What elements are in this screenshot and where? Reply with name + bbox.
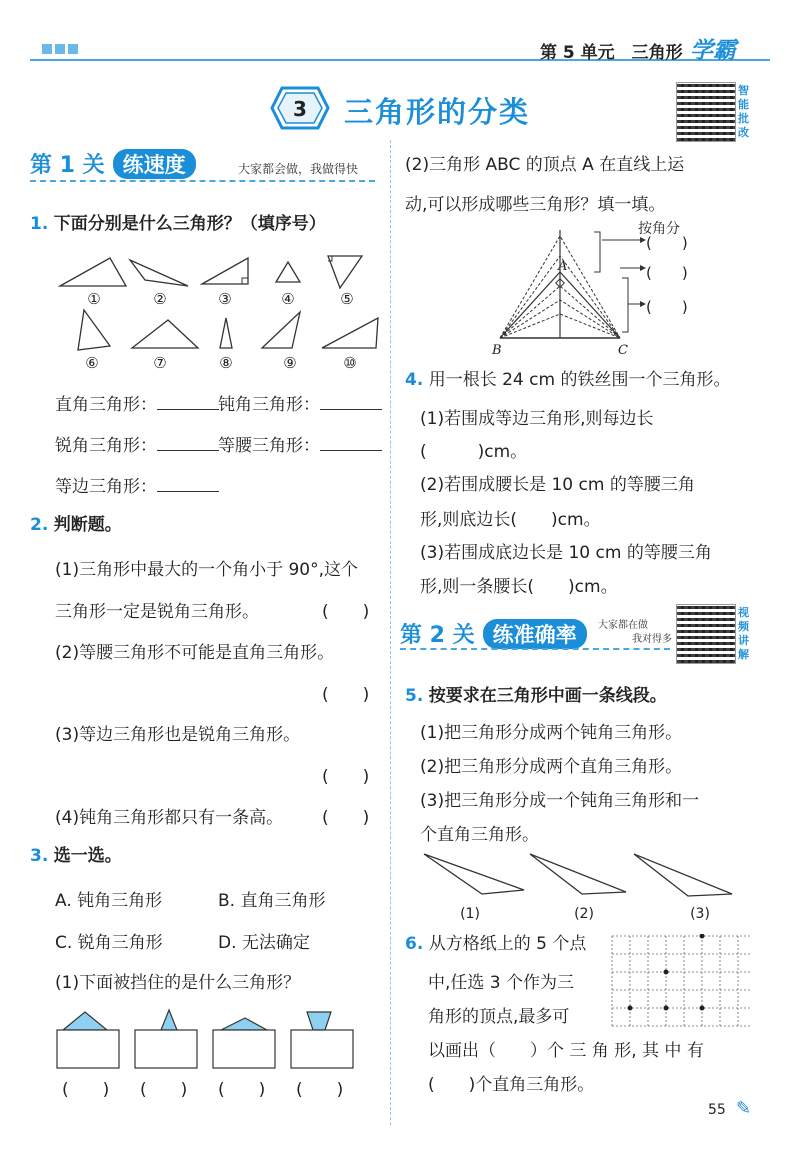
blank[interactable]	[157, 394, 219, 410]
q3-sub-1: (1)下面被挡住的是什么三角形？	[55, 973, 301, 993]
classify-paren-1[interactable]: ( )	[646, 234, 688, 252]
section-2-subtitle-2: 我对得多	[632, 634, 672, 645]
classify-by-angle-label: 按角分	[638, 221, 680, 237]
section-1-subtitle: 大家都会做，我做得快	[238, 162, 359, 176]
option-a: A. 钝角三角形	[55, 891, 163, 911]
section-2-header: 第 2 关 练准确率	[400, 618, 587, 649]
question-4: 4. 用一根长 24 cm 的铁丝围一个三角形。	[405, 370, 731, 390]
triangle-label-10: ⑩	[343, 354, 357, 372]
section-1-pill: 练速度	[113, 149, 196, 179]
q3-sub-2-line-2: 动,可以形成哪些三角形？填一填。	[405, 195, 666, 215]
classify-paren-2[interactable]: ( )	[646, 264, 688, 282]
qr-grading-label: 智 能 批 改	[738, 84, 749, 139]
classify-paren-3[interactable]: ( )	[646, 298, 688, 316]
q4-sub-2-line-1: (2)若围成腰长是 10 cm 的等腰三角	[420, 475, 695, 495]
q2-item-3-paren[interactable]: ( )	[322, 767, 370, 787]
triangle-9	[262, 312, 300, 348]
triangle-5	[328, 256, 362, 288]
triangle-label-4: ④	[281, 290, 295, 308]
page-title: 三角形的分类	[344, 95, 531, 129]
pencil-icon: ✎	[736, 1098, 752, 1119]
triangle-label-8: ⑧	[219, 354, 233, 372]
triangle-4	[276, 262, 300, 282]
grid-point	[664, 1006, 669, 1011]
triangle-label-2: ②	[153, 290, 167, 308]
answer-right-triangle: 直角三角形：	[55, 390, 219, 415]
triangle-6	[78, 310, 110, 350]
grid-point	[628, 1006, 633, 1011]
q5-triangle-1	[424, 854, 524, 894]
q5-label-2: (2)	[574, 906, 594, 922]
q5-triangle-3	[634, 854, 732, 896]
q5-label-3: (3)	[690, 906, 710, 922]
q3-paren-1[interactable]: ( )	[62, 1080, 110, 1100]
header-decoration	[42, 44, 78, 54]
question-2: 2. 判断题。	[30, 515, 122, 535]
unit-title: 第 5 单元 三角形	[540, 43, 683, 63]
triangle-3	[202, 258, 248, 284]
grid-point	[700, 934, 705, 939]
q2-item-2: (2)等腰三角形不可能是直角三角形。	[55, 643, 335, 663]
q6-line-2: 中,任选 3 个作为三	[428, 973, 575, 993]
triangle-label-5: ⑤	[340, 290, 354, 308]
q3-sub-2-line-1: (2)三角形 ABC 的顶点 A 在直线上运	[405, 155, 685, 175]
lesson-number: 3	[293, 97, 307, 121]
triangle-1	[60, 258, 126, 286]
option-c: C. 锐角三角形	[55, 933, 163, 953]
section-2-pill: 练准确率	[483, 619, 587, 649]
q4-sub-3-line-2: 形,则一条腰长( )cm。	[420, 577, 618, 597]
section-1-dashline	[30, 180, 375, 182]
triangle-label-9: ⑨	[283, 354, 297, 372]
brand-logo: 学霸	[690, 38, 736, 64]
answer-isosceles-triangle: 等腰三角形：	[218, 431, 382, 456]
q3-hidden-triangles-figure	[55, 1008, 375, 1070]
question-5: 5. 按要求在三角形中画一条线段。	[405, 686, 667, 706]
q3-paren-3[interactable]: ( )	[218, 1080, 266, 1100]
option-b: B. 直角三角形	[218, 891, 326, 911]
blank[interactable]	[320, 394, 382, 410]
q4-sub-1-line-1: (1)若围成等边三角形,则每边长	[420, 409, 654, 429]
q5-label-1: (1)	[460, 906, 480, 922]
triangle-10	[322, 318, 378, 348]
q4-sub-1-line-2: ( )cm。	[420, 442, 528, 462]
option-d: D. 无法确定	[218, 933, 310, 953]
triangle-2	[130, 260, 188, 286]
triangle-label-7: ⑦	[153, 354, 167, 372]
column-divider	[390, 140, 391, 1125]
q2-item-1-line-2: 三角形一定是锐角三角形。	[55, 602, 259, 622]
section-2-subtitle-1: 大家都在做	[598, 620, 648, 631]
q2-item-3: (3)等边三角形也是锐角三角形。	[55, 725, 301, 745]
answer-obtuse-triangle: 钝角三角形：	[218, 390, 382, 415]
qr-code-grading[interactable]	[676, 82, 736, 142]
question-3: 3. 选一选。	[30, 846, 122, 866]
q5-sub-1: (1)把三角形分成两个钝角三角形。	[420, 723, 683, 743]
qr-code-video[interactable]	[676, 604, 736, 664]
triangle-8	[220, 318, 232, 348]
grid-point	[700, 1006, 705, 1011]
q5-triangle-2	[530, 854, 626, 894]
q5-triangles-figure	[420, 848, 750, 928]
blank[interactable]	[157, 435, 219, 451]
section-1-header: 第 1 关 练速度	[30, 148, 196, 179]
q4-sub-3-line-1: (3)若围成底边长是 10 cm 的等腰三角	[420, 543, 712, 563]
q3-paren-4[interactable]: ( )	[296, 1080, 344, 1100]
q5-sub-3-line-1: (3)把三角形分成一个钝角三角形和一	[420, 791, 700, 811]
vertex-a-label: A	[558, 259, 568, 274]
vertex-b-label: B	[492, 343, 502, 358]
q3-paren-2[interactable]: ( )	[140, 1080, 188, 1100]
section-2-dashline	[400, 648, 670, 650]
vertex-c-label: C	[618, 343, 628, 358]
q5-sub-2: (2)把三角形分成两个直角三角形。	[420, 757, 683, 777]
q6-line-4: 以画出（ ）个 三 角 形, 其 中 有	[428, 1041, 704, 1061]
qr-video-label: 视 频 讲 解	[738, 606, 749, 661]
triangle-label-6: ⑥	[85, 354, 99, 372]
blank[interactable]	[320, 435, 382, 451]
q2-item-4-paren[interactable]: ( )	[322, 808, 370, 828]
answer-acute-triangle: 锐角三角形：	[55, 431, 219, 456]
q6-line-5: ( )个直角三角形。	[428, 1075, 595, 1095]
triangle-label-3: ③	[218, 290, 232, 308]
question-6: 6. 从方格纸上的 5 个点	[405, 934, 587, 954]
triangle-label-1: ①	[87, 290, 101, 308]
q4-sub-2-line-2: 形,则底边长( )cm。	[420, 510, 601, 530]
q2-item-1-paren[interactable]: ( )	[322, 602, 370, 622]
q2-item-1-line-1: (1)三角形中最大的一个角小于 90°,这个	[55, 560, 359, 580]
grid-point	[664, 970, 669, 975]
q1-triangles-figure	[50, 248, 385, 378]
question-1: 1. 下面分别是什么三角形？（填序号）	[30, 214, 326, 234]
answer-equilateral-triangle: 等边三角形：	[55, 472, 219, 497]
q2-item-2-paren[interactable]: ( )	[322, 685, 370, 705]
triangle-7	[132, 320, 198, 348]
q5-sub-3-line-2: 个直角三角形。	[420, 825, 539, 845]
q6-dot-grid-figure	[610, 934, 755, 1034]
lesson-number-badge	[270, 86, 330, 130]
blank[interactable]	[157, 476, 219, 492]
page-number: 55	[708, 1102, 726, 1118]
q2-item-4: (4)钝角三角形都只有一条高。	[55, 808, 284, 828]
q6-line-3: 角形的顶点,最多可	[428, 1007, 570, 1027]
